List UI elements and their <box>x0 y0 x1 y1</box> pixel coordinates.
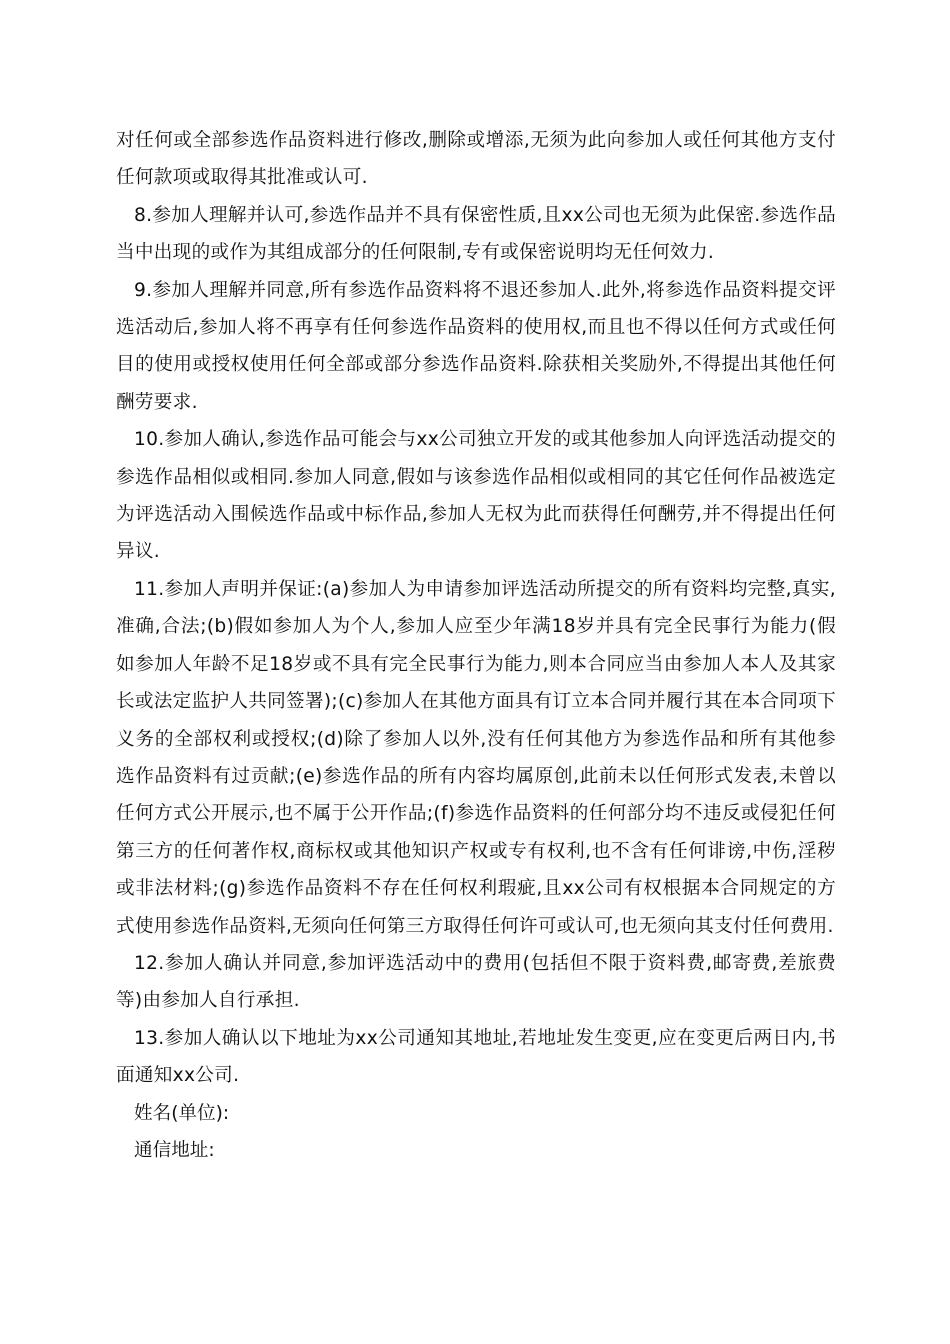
clause-12: 12.参加人确认并同意,参加评选活动中的费用(包括但不限于资料费,邮寄费,差旅费等)由参加人自行承担. <box>116 952 836 1012</box>
document-page <box>116 122 836 1169</box>
paragraph-continuation: 对任何或全部参选作品资料进行修改,删除或增添,无须为此向参加人或任何其他方支付任何款项或取得其批准或认可. <box>116 130 836 189</box>
name-field-label: 姓名(单位): <box>134 1102 230 1124</box>
clause-13: 13.参加人确认以下地址为xx公司通知其地址,若地址发生变更,应在变更后两日内,书面通知xx公司. <box>116 1027 836 1087</box>
address-field-label: 通信地址: <box>134 1139 215 1161</box>
clause-9: 9.参加人理解并同意,所有参选作品资料将不退还参加人.此外,将参选作品资料提交评选活动后,参加人将不再享有任何参选作品资料的使用权,而且也不得以任何方式或任何目的使用或授权使用任何全部或部分参选作品资料.除获相关奖励外,不得提出其他任何酬劳要求. <box>116 279 836 413</box>
clause-10: 10.参加人确认,参选作品可能会与xx公司独立开发的或其他参加人向评选活动提交的参选作品相似或相同.参加人同意,假如与该参选作品相似或相同的其它任何作品被选定为评选活动入围候选作品或中标作品,参加人无权为此而获得任何酬劳,并不得提出任何异议. <box>116 429 836 563</box>
clause-11: 11.参加人声明并保证:(a)参加人为申请参加评选活动所提交的所有资料均完整,真实,准确,合法;(b)假如参加人为个人,参加人应至少年满18岁并具有完全民事行为能力(假如参加人年龄不足18岁或不具有完全民事行为能力,则本合同应当由参加人本人及其家长或法定监护人共同签署);(c)参加人在其他方面具有订立本合同并履行其在本合同项下义务的全部权利或授权;(d)除了参加人以外,没有任何其他方为参选作品和所有其他参选作品资料有过贡献;(e)参选作品的所有内容均属原创,此前未以任何形式发表,未曾以任何方式公开展示,也不属于公开作品;(f)参选作品资料的任何部分均不违反或侵犯任何第三方的任何著作权,商标权或其他知识产权或专有权利,也不含有任何诽谤,中伤,淫秽或非法材料;(g)参选作品资料不存在任何权利瑕疵,且xx公司有权根据本合同规定的方式使用参选作品资料,无须向任何第三方取得任何许可或认可,也无须向其支付任何费用. <box>116 578 836 937</box>
clause-8: 8.参加人理解并认可,参选作品并不具有保密性质,且xx公司也无须为此保密.参选作品当中出现的或作为其组成部分的任何限制,专有或保密说明均无任何效力. <box>116 204 836 264</box>
